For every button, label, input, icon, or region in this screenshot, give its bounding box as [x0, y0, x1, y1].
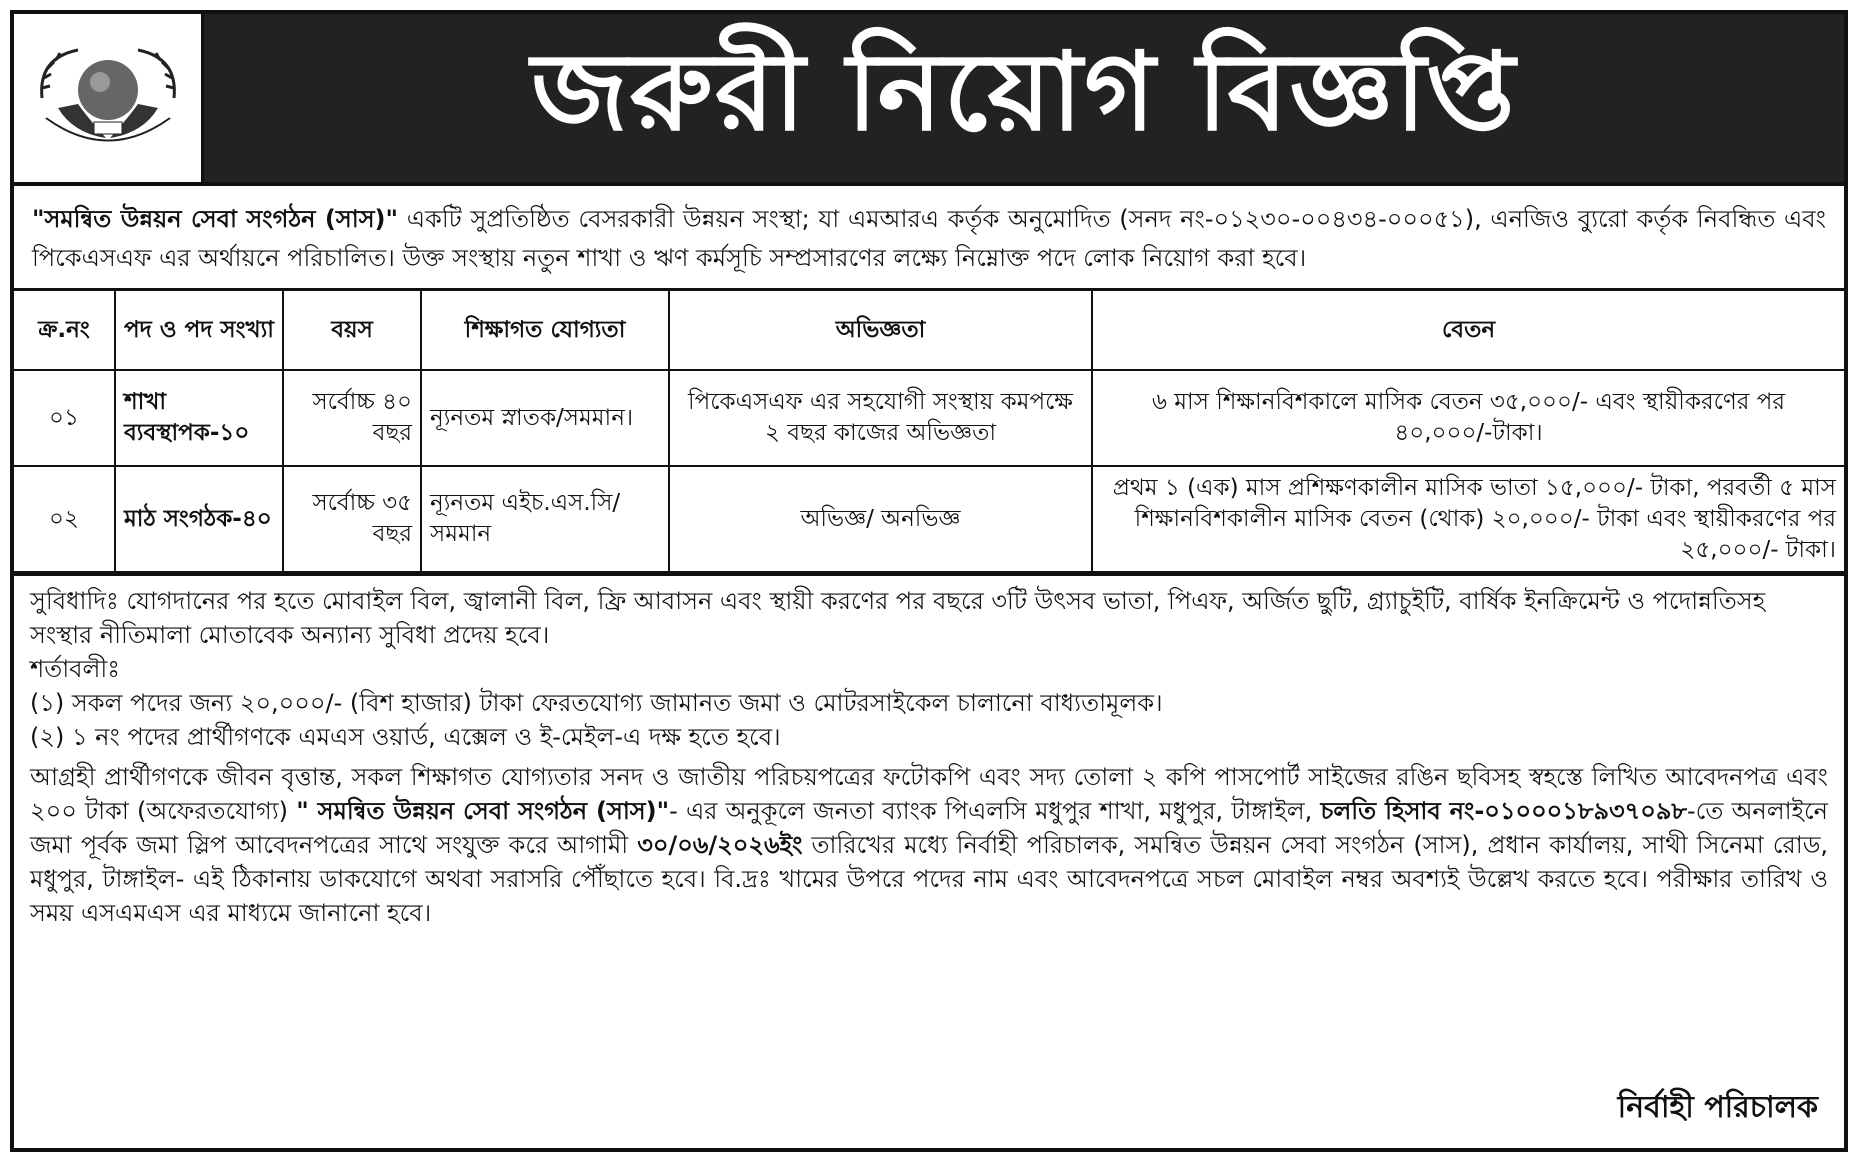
table-row — [14, 370, 1844, 466]
intro-paragraph — [14, 186, 1844, 291]
table-header-row — [14, 291, 1844, 370]
apply-text-4: তারিখের মধ্যে নির্বাহী পরিচালক, সমন্বিত উন্নয়ন সেবা সংগঠন (সাস), প্রধান কার্যালয়, সাথী সিনেমা রোড, মধুপুর, টাঙ্গাইল- এই ঠিকানায় ডাকযোগে অথবা সরাসরি পৌঁছাতে হবে। বি.দ্রঃ খামের উপরে পদের নাম এবং আবেদনপত্রে সচল মোবাইল নম্বর অবশ্যই উল্লেখ করতে হবে। পরীক্ষার তারিখ ও সময় এসএমএস এর মাধ্যমে জানানো হবে। — [30, 831, 1828, 927]
cell-serial: ০২ — [14, 466, 115, 572]
apply-org-name: " সমন্বিত উন্নয়ন সেবা সংগঠন (সাস)" — [296, 797, 670, 825]
intro-text: একটি সুপ্রতিষ্ঠিত বেসরকারী উন্নয়ন সংস্থা; যা এমআরএ কর্তৃক অনুমোদিত (সনদ নং-০১২৩০-০০৪৩৪-০০০৫১), এনজিও ব্যুরো কর্তৃক নিবন্ধিত এবং পিকেএসএফ এর অর্থায়নে পরিচালিত। উক্ত সংস্থায় নতুন শাখা ও ঋণ কর্মসূচি সম্প্রসারণের লক্ষ্যে নিম্নোক্ত পদে লোক নিয়োগ করা হবে। — [32, 205, 1826, 272]
job-table — [14, 291, 1844, 573]
header-salary: বেতন — [1092, 291, 1844, 370]
table-row — [14, 466, 1844, 572]
header-serial: ক্র.নং — [14, 291, 115, 370]
cell-experience: পিকেএসএফ এর সহযোগী সংস্থায় কমপক্ষে ২ বছর কাজের অভিজ্ঞতা — [669, 370, 1092, 466]
details-section — [14, 573, 1844, 930]
account-number: চলতি হিসাব নং-০১০০০১৮৯৩৭০৯৮ — [1320, 797, 1687, 825]
header-banner — [14, 14, 1844, 186]
cell-salary: প্রথম ১ (এক) মাস প্রশিক্ষণকালীন মাসিক ভাতা ১৫,০০০/- টাকা, পরবর্তী ৫ মাস শিক্ষানবিশকালীন মাসিক বেতন (থোক) ২০,০০০/- টাকা এবং স্থায়ীকরণের পর ২৫,০০০/- টাকা। — [1092, 466, 1844, 572]
benefits-paragraph: সুবিধাদিঃ যোগদানের পর হতে মোবাইল বিল, জ্বালানী বিল, ফ্রি আবাসন এবং স্থায়ী করণের পর বছরে ৩টি উৎসব ভাতা, পিএফ, অর্জিত ছুটি, গ্র্যাচুইটি, বার্ষিক ইনক্রিমেন্ট ও পদোন্নতিসহ সংস্থার নীতিমালা মোতাবেক অন্যান্য সুবিধা প্রদেয় হবে। — [30, 587, 1766, 649]
cell-salary: ৬ মাস শিক্ষানবিশকালে মাসিক বেতন ৩৫,০০০/- এবং স্থায়ীকরণের পর ৪০,০০০/-টাকা। — [1092, 370, 1844, 466]
cell-serial: ০১ — [14, 370, 115, 466]
header-age: বয়স — [283, 291, 421, 370]
condition-item-2: (২) ১ নং পদের প্রার্থীগণকে এমএস ওয়ার্ড, এক্সেল ও ই-মেইল-এ দক্ষ হতে হবে। — [30, 723, 781, 751]
organization-globe-hands-logo — [28, 38, 188, 158]
application-instructions — [30, 760, 1828, 930]
page-title: জরুরী নিয়োগ বিজ্ঞপ্তি — [531, 29, 1517, 155]
header-experience: অভিজ্ঞতা — [669, 291, 1092, 370]
cell-post: মাঠ সংগঠক-৪০ — [115, 466, 283, 572]
cell-age: সর্বোচ্চ ৪০ বছর — [283, 370, 421, 466]
signature-title: নির্বাহী পরিচালক — [1617, 1090, 1818, 1125]
job-advertisement — [10, 10, 1848, 1152]
condition-item-1: (১) সকল পদের জন্য ২০,০০০/- (বিশ হাজার) টাকা ফেরতযোগ্য জামানত জমা ও মোটরসাইকেল চালানো বাধ্যতামূলক। — [30, 689, 1163, 717]
cell-education: ন্যূনতম স্নাতক/সমমান। — [421, 370, 669, 466]
header-education: শিক্ষাগত যোগ্যতা — [421, 291, 669, 370]
apply-text-3: -তে অনলাইনে জমা পূর্বক জমা স্লিপ আবেদনপত্রের সাথে সংযুক্ত করে আগামী — [30, 797, 1828, 859]
deadline-date: ৩০/০৬/২০২৬ইং — [637, 831, 803, 859]
cell-post: শাখা ব্যবস্থাপক-১০ — [115, 370, 283, 466]
cell-experience: অভিজ্ঞ/ অনভিজ্ঞ — [669, 466, 1092, 572]
cell-education: ন্যূনতম এইচ.এস.সি/সমমান — [421, 466, 669, 572]
header-post: পদ ও পদ সংখ্যা — [115, 291, 283, 370]
conditions-heading: শর্তাবলীঃ — [30, 655, 121, 683]
logo — [14, 14, 204, 182]
apply-text-1: আগ্রহী প্রার্থীগণকে জীবন বৃত্তান্ত, সকল শিক্ষাগত যোগ্যতার সনদ ও জাতীয় পরিচয়পত্রের ফটোকপি এবং সদ্য তোলা ২ কপি পাসপোর্ট সাইজের রঙিন ছবিসহ স্বহস্তে লিখিত আবেদনপত্র এবং ২০০ টাকা (অফেরতযোগ্য) — [30, 763, 1828, 825]
apply-text-2: - এর অনুকূলে জনতা ব্যাংক পিএলসি মধুপুর শাখা, মধুপুর, টাঙ্গাইল, — [669, 797, 1321, 825]
org-name: "সমন্বিত উন্নয়ন সেবা সংগঠন (সাস)" — [32, 205, 399, 233]
cell-age: সর্বোচ্চ ৩৫ বছর — [283, 466, 421, 572]
